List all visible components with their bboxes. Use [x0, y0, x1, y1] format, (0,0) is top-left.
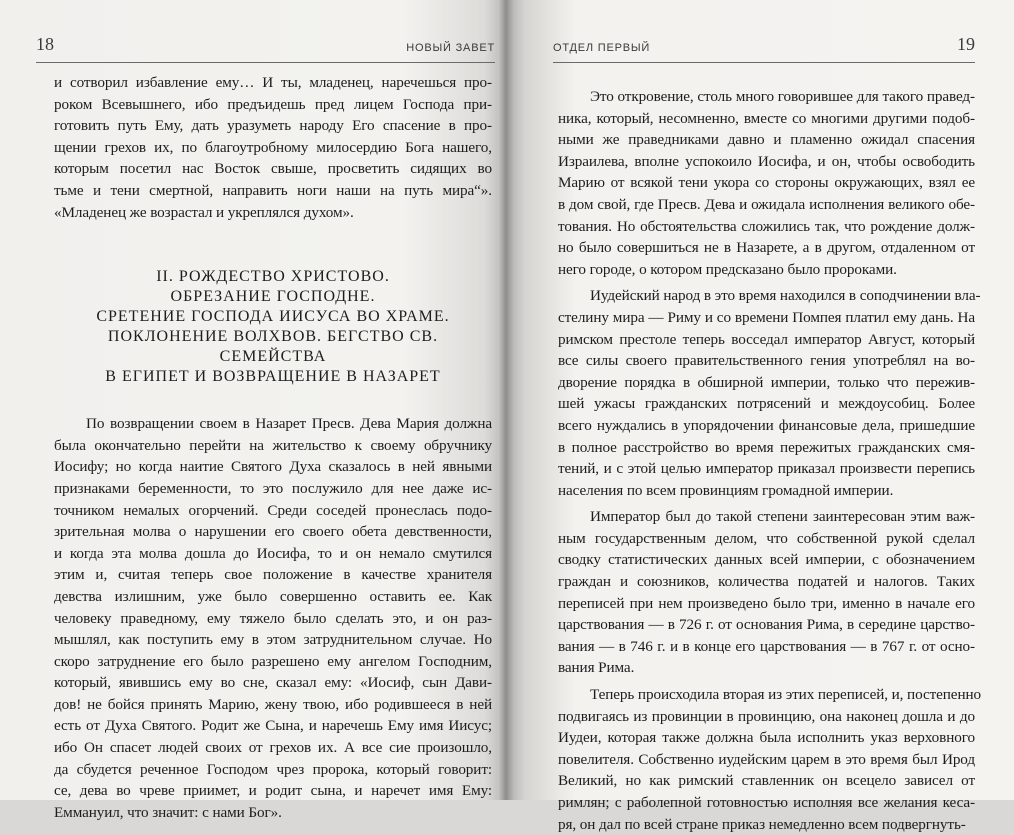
text-line: вания Рима. [558, 659, 635, 677]
heading-line: ПОКЛОНЕНИЕ ВОЛХВОВ. БЕГСТВО СВ. СЕМЕЙСТВА [107, 328, 439, 366]
body-paragraph [558, 684, 981, 835]
text-line: была окончательно перейти на жительство к своему обручнику [54, 436, 492, 454]
left-page-body [54, 72, 492, 823]
text-line: которым посетил нас Восток свыше, просветить сидящих во [54, 160, 492, 178]
text-line: дворение порядка в обширной империи, только что пережив- [558, 373, 975, 391]
text-line: шей ужасы гражданских потрясений и междоусобиц. Более [558, 395, 975, 413]
text-line: населения по всем провинциям громадной империи. [558, 481, 894, 499]
text-line: По возвращении своем в Назарет Пресв. Дева Мария должна [86, 415, 492, 433]
text-line: всего нуждались в упорядочении финансовые дела, пришедшие [558, 416, 975, 434]
text-line: готовить путь Ему, дать уразуметь народу Его спасение в про- [54, 117, 492, 135]
text-line: дов! не бойся принять Марию, жену твою, ибо родившееся в ней [54, 695, 492, 713]
body-paragraph [558, 86, 975, 280]
text-line: Иудейский народ в это время находился в соподчинении вла- [590, 287, 981, 305]
right-page [505, 0, 1014, 833]
text-line: девства излишним, уже было совершенно оставить ее. Как [54, 587, 492, 605]
body-paragraph [558, 506, 975, 679]
text-line: римском престоле теперь восседал император Август, который [558, 330, 975, 348]
intro-paragraph [54, 72, 492, 223]
text-line: ря, он дал по всей стране приказ немедленно всем подвергнуть- [558, 815, 966, 833]
text-line: этим и, считая теперь свое положение в качестве хранителя [54, 566, 492, 584]
running-head: ОТДЕЛ ПЕРВЫЙ [553, 42, 651, 54]
text-line: в полное расстройство во время пережитых гражданских смя- [558, 438, 975, 456]
text-line: да сбудется реченное Господом чрез пророка, который говорит: [54, 760, 492, 778]
text-line: подвигаясь из провинции в провинцию, она наконец дошла и до [558, 707, 975, 725]
text-line: римлян; с раболепной готовностью исполняя все желания кеса- [558, 794, 975, 811]
right-page-body [558, 86, 981, 835]
text-line: роком Всевышнего, ибо предъидешь пред лицем Господа при- [54, 95, 492, 113]
text-line: Иосифу; но когда наитие Святого Духа сказалось в ней явными [54, 458, 492, 476]
heading-line: ОБРЕЗАНИЕ ГОСПОДНЕ. [170, 288, 376, 306]
text-line: ным государственным делом, что собственной рукой сделал [558, 529, 975, 547]
heading-line: II. РОЖДЕСТВО ХРИСТОВО. [156, 268, 390, 286]
text-line: точником немалых огорчений. Среди соседей пронеслась подо- [54, 501, 492, 519]
text-line: Иудеи, которая также должна была исполнить указ верховного [558, 729, 975, 747]
text-line: скоро затруднение его было разрешено ему ангелом Господним, [54, 652, 492, 670]
text-line: Император был до такой степени заинтересован этим важ- [590, 508, 975, 526]
text-line: признаками беременности, то это послужило для нее даже ис- [54, 479, 492, 497]
text-line: сводку статистических данных всей империи, с обозначением [558, 551, 975, 569]
text-line: есть от Духа Святого. Родит же Сына, и наречешь Ему имя Иисус; [54, 717, 492, 735]
text-line: Марию от всякой тени укора со стороны окружающих, взял ее [558, 174, 975, 192]
text-line: тования. Но обстоятельства сложились так, что рождение долж- [558, 217, 975, 235]
text-line: него городе, о котором предсказано было пророками. [558, 260, 897, 278]
page-number: 18 [36, 34, 54, 54]
text-line: вания — в 746 г. и в конце его царствования — в 767 г. от осно- [558, 637, 975, 655]
text-line: тений, и с этой целью император приказал произвести перепись [558, 460, 975, 478]
chapter-heading [54, 267, 492, 387]
text-line: ника, который, несомненно, вместе со многими другими подоб- [558, 109, 975, 127]
left-page [0, 0, 505, 821]
text-line: Теперь происходила вторая из этих переписей, и, постепенно [590, 686, 981, 704]
text-line: Это откровение, столь много говорившее для такого правед- [590, 88, 975, 105]
text-line: царствования — в 726 г. от основания Рима, в середине царство- [558, 616, 975, 634]
text-line: зрительная молва о нарушении его своего обета девственности, [54, 523, 492, 541]
text-line: все силы своего правительственного гения употреблял на во- [558, 352, 975, 370]
left-page-header [36, 32, 495, 63]
book-gutter [498, 0, 514, 800]
page-number: 19 [957, 34, 975, 54]
text-line: стелину мира — Риму и со времени Помпея платил ему дань. На [558, 308, 975, 326]
text-line: но было совершиться не в Назарете, а в другом, отдаленном от [558, 239, 975, 257]
text-line: щении грехов их, по благоутробному милосердию Бога нашего, [54, 138, 492, 156]
text-line: ибо Он спасет людей своих от грехов их. А все сие произошло, [54, 739, 492, 757]
text-line: тьме и тени смертной, направить ноги наши на путь мира“». [54, 181, 492, 199]
body-paragraph [558, 285, 981, 501]
text-line: и когда эта молва дошла до Иосифа, то и он немало смутился [54, 544, 492, 562]
heading-line: СРЕТЕНИЕ ГОСПОДА ИИСУСА ВО ХРАМЕ. [96, 308, 450, 326]
heading-line: В ЕГИПЕТ И ВОЗВРАЩЕНИЕ В НАЗАРЕТ [105, 368, 441, 386]
text-line: «Младенец же возрастал и укреплялся духом». [54, 203, 354, 221]
right-page-header [553, 32, 975, 63]
body-paragraph [54, 413, 492, 823]
text-line: Великий, но как римский ставленник он всецело зависел от [558, 772, 975, 790]
text-line: мышлял, как поступить ему в этом затруднительном случае. Но [54, 631, 492, 649]
text-line: человеку праведному, ему тяжело было сделать это, и он раз- [54, 609, 492, 627]
text-line: се, дева во чреве приимет, и родит сына, и наречет имя Ему: [54, 782, 492, 800]
text-line: граждан и союзников, количества податей и налогов. Таких [558, 573, 975, 591]
text-line: Израилева, вполне успокоило Иосифа, и он, чтобы освободить [558, 152, 975, 170]
running-head: НОВЫЙ ЗАВЕТ [406, 42, 495, 54]
text-line: повелителя. Собственно иудейским царем в это время был Ирод [558, 750, 975, 768]
text-line: ными же праведниками давно и пламенно ожидал спасения [558, 131, 975, 149]
text-line: который, явившись ему во сне, сказал ему: «Иосиф, сын Дави- [54, 674, 492, 692]
text-line: в дом свой, где Пресв. Дева и ожидала исполнения великого обе- [558, 195, 975, 213]
text-line: Еммануил, что значит: с нами Бог». [54, 803, 282, 821]
text-line: и сотворил избавление ему… И ты, младенец, наречешься про- [54, 74, 492, 91]
text-line: переписей при нем произведено было три, именно в начале его [558, 594, 975, 612]
